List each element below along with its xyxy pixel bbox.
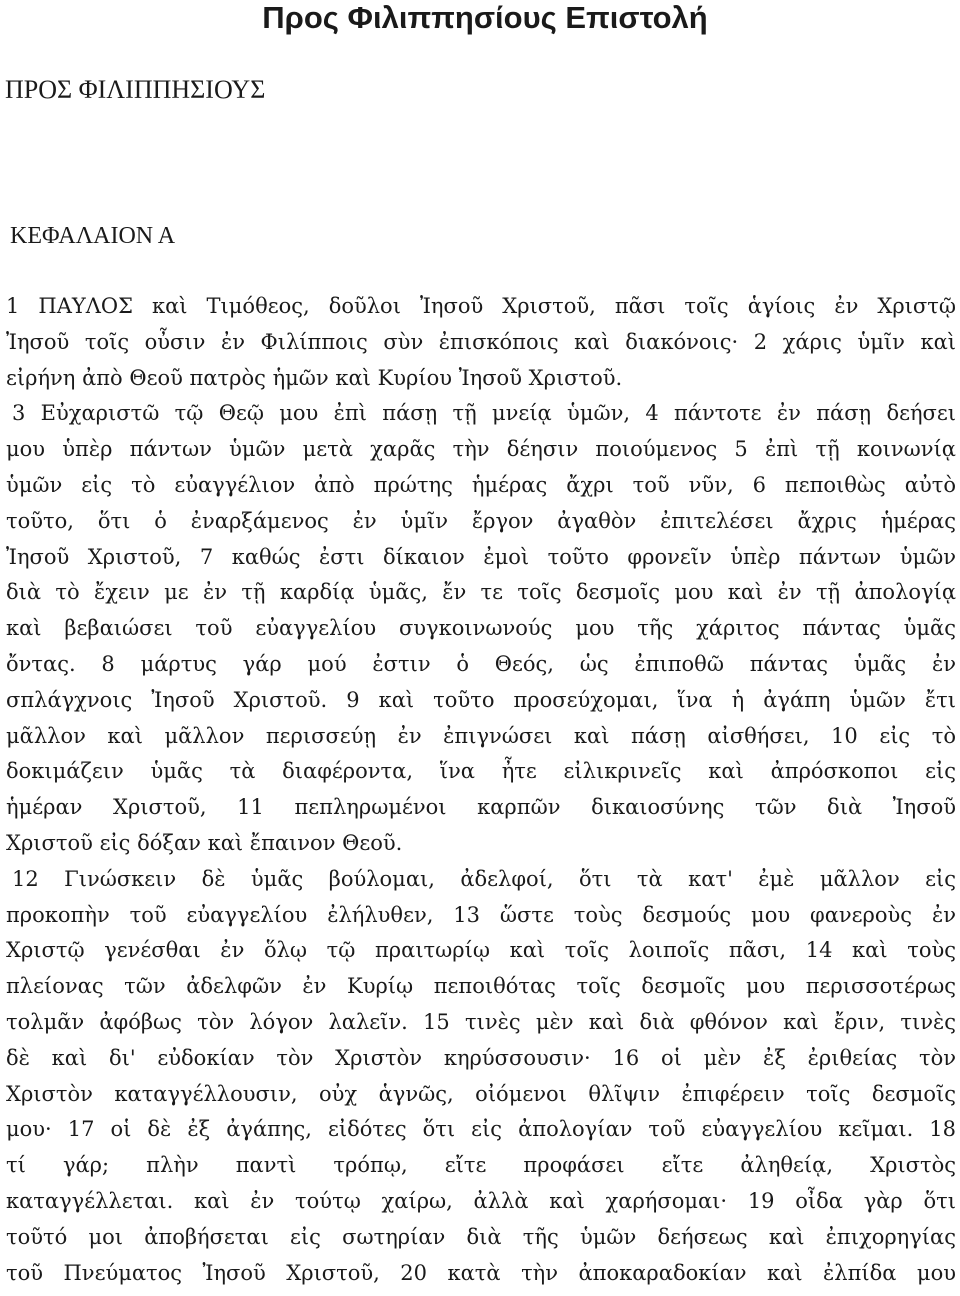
text-line: καὶ βεβαιώσει τοῦ εὐαγγελίου συγκοινωνούς μου τῆς χάριτος πάντας ὑμᾶς bbox=[6, 616, 956, 641]
text-line: μᾶλλον καὶ μᾶλλον περισσεύῃ ἐν ἐπιγνώσει καὶ πάσῃ αἰσθήσει, 10 εἰς τὸ bbox=[6, 723, 956, 748]
text-line: δοκιμάζειν ὑμᾶς τὰ διαφέροντα, ἵνα ἦτε εἰλικρινεῖς καὶ ἀπρόσκοποι εἰς bbox=[6, 759, 956, 784]
text-line: τοῦτό μοι ἀποβήσεται εἰς σωτηρίαν διὰ τῆς ὑμῶν δεήσεως καὶ ἐπιχορηγίας bbox=[6, 1224, 956, 1249]
text-line: διὰ τὸ ἔχειν με ἐν τῇ καρδίᾳ ὑμᾶς, ἔν τε τοῖς δεσμοῖς μου καὶ ἐν τῇ ἀπολογίᾳ bbox=[6, 580, 956, 605]
text-line: 3 Εὐχαριστῶ τῷ Θεῷ μου ἐπὶ πάσῃ τῇ μνείᾳ ὑμῶν, 4 πάντοτε ἐν πάσῃ δεήσει bbox=[12, 401, 956, 426]
text-line: Χριστῷ γενέσθαι ἐν ὅλῳ τῷ πραιτωρίῳ καὶ τοῖς λοιποῖς πᾶσι, 14 καὶ τοὺς bbox=[6, 938, 956, 963]
text-line: ὑμῶν εἰς τὸ εὐαγγέλιον ἀπὸ πρώτης ἡμέρας ἄχρι τοῦ νῦν, 6 πεποιθὼς αὐτὸ bbox=[6, 472, 956, 497]
text-line: προκοπὴν τοῦ εὐαγγελίου ἐλήλυθεν, 13 ὥστε τοὺς δεσμούς μου φανεροὺς ἐν bbox=[6, 902, 956, 927]
text-line: Χριστοῦ εἰς δόξαν καὶ ἔπαινον Θεοῦ. bbox=[6, 830, 403, 855]
text-line: καταγγέλλεται. καὶ ἐν τούτῳ χαίρω, ἀλλὰ καὶ χαρήσομαι· 19 οἶδα γὰρ ὅτι bbox=[6, 1188, 956, 1213]
text-line: σπλάγχνοις Ἰησοῦ Χριστοῦ. 9 καὶ τοῦτο προσεύχομαι, ἵνα ἡ ἀγάπη ὑμῶν ἔτι bbox=[6, 687, 956, 712]
text-line: Χριστὸν καταγγέλλουσιν, οὐχ ἁγνῶς, οἰόμενοι θλῖψιν ἐπιφέρειν τοῖς δεσμοῖς bbox=[6, 1081, 956, 1106]
text-line: τοῦτο, ὅτι ὁ ἐναρξάμενος ἐν ὑμῖν ἔργον ἀγαθὸν ἐπιτελέσει ἄχρις ἡμέρας bbox=[6, 508, 956, 533]
text-line: Ἰησοῦ Χριστοῦ, 7 καθώς ἐστι δίκαιον ἐμοὶ τοῦτο φρονεῖν ὑπὲρ πάντων ὑμῶν bbox=[6, 544, 956, 569]
text-line: ὄντας. 8 μάρτυς γάρ μού ἐστιν ὁ Θεός, ὡς ἐπιποθῶ πάντας ὑμᾶς ἐν bbox=[6, 651, 956, 676]
text-line: 12 Γινώσκειν δὲ ὑμᾶς βούλομαι, ἀδελφοί, ὅτι τὰ κατ' ἐμὲ μᾶλλον εἰς bbox=[12, 866, 956, 891]
text-line: τολμᾶν ἀφόβως τὸν λόγον λαλεῖν. 15 τινὲς μὲν καὶ διὰ φθόνον καὶ ἔριν, τινὲς bbox=[6, 1009, 956, 1034]
text-line: τί γάρ; πλὴν παντὶ τρόπῳ, εἴτε προφάσει εἴτε ἀληθείᾳ, Χριστὸς bbox=[6, 1153, 956, 1178]
text-line: μου ὑπὲρ πάντων ὑμῶν μετὰ χαρᾶς τὴν δέησιν ποιούμενος 5 ἐπὶ τῇ κοινωνίᾳ bbox=[6, 437, 956, 462]
text-line: τοῦ Πνεύματος Ἰησοῦ Χριστοῦ, 20 κατὰ τὴν ἀποκαραδοκίαν καὶ ἐλπίδα μου bbox=[6, 1260, 956, 1285]
text-line: πλείονας τῶν ἀδελφῶν ἐν Κυρίῳ πεποιθότας τοῖς δεσμοῖς μου περισσοτέρως bbox=[6, 974, 956, 999]
text-line: 1 ΠΑΥΛΟΣ καὶ Τιμόθεος, δοῦλοι Ἰησοῦ Χριστοῦ, πᾶσι τοῖς ἁγίοις ἐν Χριστῷ bbox=[6, 294, 956, 318]
text-line: δὲ καὶ δι' εὐδοκίαν τὸν Χριστὸν κηρύσσουσιν· 16 οἱ μὲν ἐξ ἐριθείας τὸν bbox=[6, 1045, 956, 1070]
page-title: Προς Φιλιππησίους Επιστολή bbox=[262, 0, 708, 35]
text-line: Ἰησοῦ τοῖς οὖσιν ἐν Φιλίπποις σὺν ἐπισκόποις καὶ διακόνοις· 2 χάρις ὑμῖν καὶ bbox=[6, 329, 956, 354]
text-line: εἰρήνη ἀπὸ Θεοῦ πατρὸς ἡμῶν καὶ Κυρίου Ἰησοῦ Χριστοῦ. bbox=[6, 365, 623, 390]
chapter-heading: ΚΕΦΑΛΑΙΟΝ Α bbox=[10, 223, 176, 249]
scripture-text bbox=[6, 289, 956, 1291]
book-heading: ΠΡΟΣ ΦΙΛΙΠΠΗΣΙΟΥΣ bbox=[5, 75, 266, 104]
text-line: μου· 17 οἱ δὲ ἐξ ἀγάπης, εἰδότες ὅτι εἰς ἀπολογίαν τοῦ εὐαγγελίου κεῖμαι. 18 bbox=[6, 1117, 956, 1142]
text-line: ἡμέραν Χριστοῦ, 11 πεπληρωμένοι καρπῶν δικαιοσύνης τῶν διὰ Ἰησοῦ bbox=[6, 795, 956, 820]
